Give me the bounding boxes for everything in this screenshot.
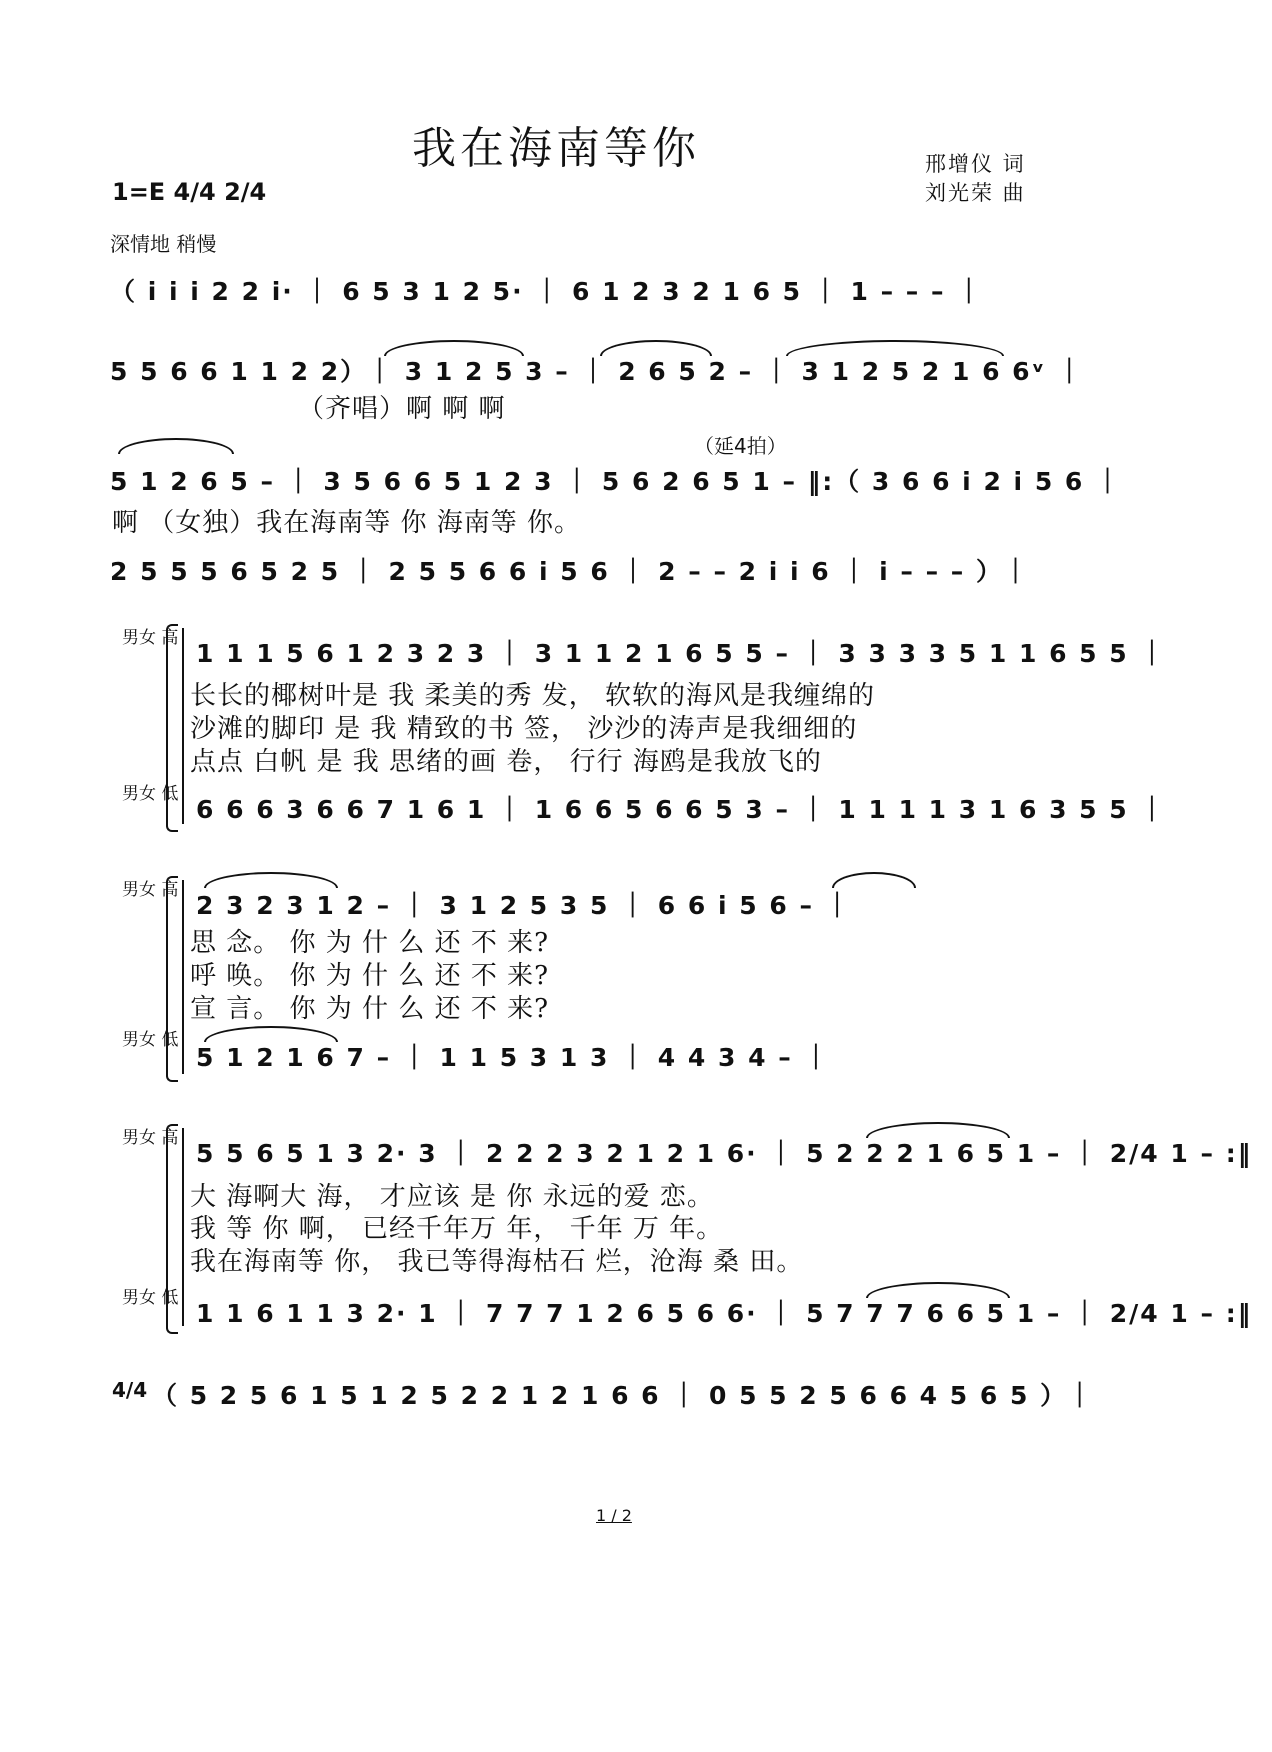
- section1-lyric-verse1: 长长的椰树叶是 我 柔美的秀 发， 软软的海风是我缠绵的: [190, 681, 876, 711]
- system-barline: [182, 628, 184, 824]
- section1-low-notes: 6 6 6 3 6 6 7 1 6 1 ｜ 1 6 6 5 6 6 5 3 – ｜ 1 1 1 1 3 1 6 3 5 5 ｜: [196, 795, 1167, 824]
- page-number: 1 / 2: [596, 1506, 632, 1525]
- part-label-high: 男女 高: [122, 1128, 179, 1148]
- part-label-low: 男女 低: [122, 1288, 179, 1308]
- system2-notes: 5 5 6 6 1 1 2 2）｜ 3 1 2 5 3 – ｜ 2 6 5 2 – ｜ 3 1 2 5 2 1 6 6ᵛ ｜: [110, 357, 1084, 386]
- system2-lyric: （齐唱）啊 啊 啊: [298, 394, 506, 424]
- section3-high-notes: 5 5 6 5 1 3 2· 3 ｜ 2 2 2 3 2 1 2 1 6· ｜ 5 2 2 2 1 6 5 1 – ｜ 2/4 1 – :‖: [196, 1139, 1253, 1168]
- system4-notes: 2 5 5 5 6 5 2 5 ｜ 2 5 5 6 6 i 5 6 ｜ 2 – – 2 i i 6 ｜ i – – – ）｜: [110, 557, 1030, 586]
- system1-notes: （ i i i 2 2 i· ｜ 6 5 3 1 2 5· ｜ 6 1 2 3 2 1 6 5 ｜ 1 – – – ｜: [110, 277, 984, 306]
- section3-lyric-verse2: 我 等 你 啊， 已经千年万 年， 千年 万 年。: [190, 1214, 724, 1244]
- part-label-low: 男女 低: [122, 784, 179, 804]
- section2-lyric-verse2: 呼 唤。 你 为 什 么 还 不 来?: [190, 961, 550, 991]
- section1-high-notes: 1 1 1 5 6 1 2 3 2 3 ｜ 3 1 1 2 1 6 5 5 – ｜ 3 3 3 3 5 1 1 6 5 5 ｜: [196, 639, 1167, 668]
- slur: [118, 438, 234, 454]
- staff-brace: [166, 876, 178, 1082]
- section3-lyric-verse1: 大 海啊大 海， 才应该 是 你 永远的爱 恋。: [190, 1182, 714, 1212]
- section1-lyric-verse2: 沙滩的脚印 是 我 精致的书 签， 沙沙的涛声是我细细的: [190, 714, 858, 744]
- final-system-notes: （ 5 2 5 6 1 5 1 2 5 2 2 1 2 1 6 6 ｜ 0 5 5 2 5 6 6 4 5 6 5 ）｜: [152, 1381, 1095, 1410]
- section1-lyric-verse3: 点点 白帆 是 我 思绪的画 卷， 行行 海鸥是我放飞的: [190, 747, 822, 777]
- section3-lyric-verse3: 我在海南等 你， 我已等得海枯石 烂，沧海 桑 田。: [190, 1247, 804, 1277]
- section3-low-notes: 1 1 6 1 1 3 2· 1 ｜ 7 7 7 1 2 6 5 6 6· ｜ 5 7 7 7 6 6 5 1 – ｜ 2/4 1 – :‖: [196, 1299, 1253, 1328]
- system3-notes: 5 1 2 6 5 – ｜ 3 5 6 6 5 1 2 3 ｜ 5 6 2 6 5 1 – ‖:（ 3 6 6 i 2 i 5 6 ｜: [110, 467, 1123, 496]
- system-barline: [182, 880, 184, 1074]
- part-label-high: 男女 高: [122, 880, 179, 900]
- section2-lyric-verse3: 宣 言。 你 为 什 么 还 不 来?: [190, 994, 550, 1024]
- system-barline: [182, 1128, 184, 1326]
- tempo-marking: 深情地 稍慢: [110, 232, 217, 256]
- score-title: 我在海南等你: [412, 123, 700, 174]
- lyricist-credit: 邢增仪 词: [925, 152, 1026, 176]
- key-signature: 1=E 4/4 2/4: [112, 178, 267, 206]
- fermata-annotation: （延4拍）: [694, 434, 787, 458]
- part-label-low: 男女 低: [122, 1030, 179, 1050]
- time-signature: 4/4: [112, 1378, 148, 1402]
- part-label-high: 男女 高: [122, 628, 179, 648]
- system3-lyric: 啊 （女独）我在海南等 你 海南等 你。: [112, 508, 582, 538]
- composer-credit: 刘光荣 曲: [925, 181, 1026, 205]
- section2-high-notes: 2 3 2 3 1 2 – ｜ 3 1 2 5 3 5 ｜ 6 6 i 5 6 – ｜: [196, 891, 852, 920]
- section2-lyric-verse1: 思 念。 你 为 什 么 还 不 来?: [190, 928, 550, 958]
- section2-low-notes: 5 1 2 1 6 7 – ｜ 1 1 5 3 1 3 ｜ 4 4 3 4 – ｜: [196, 1043, 831, 1072]
